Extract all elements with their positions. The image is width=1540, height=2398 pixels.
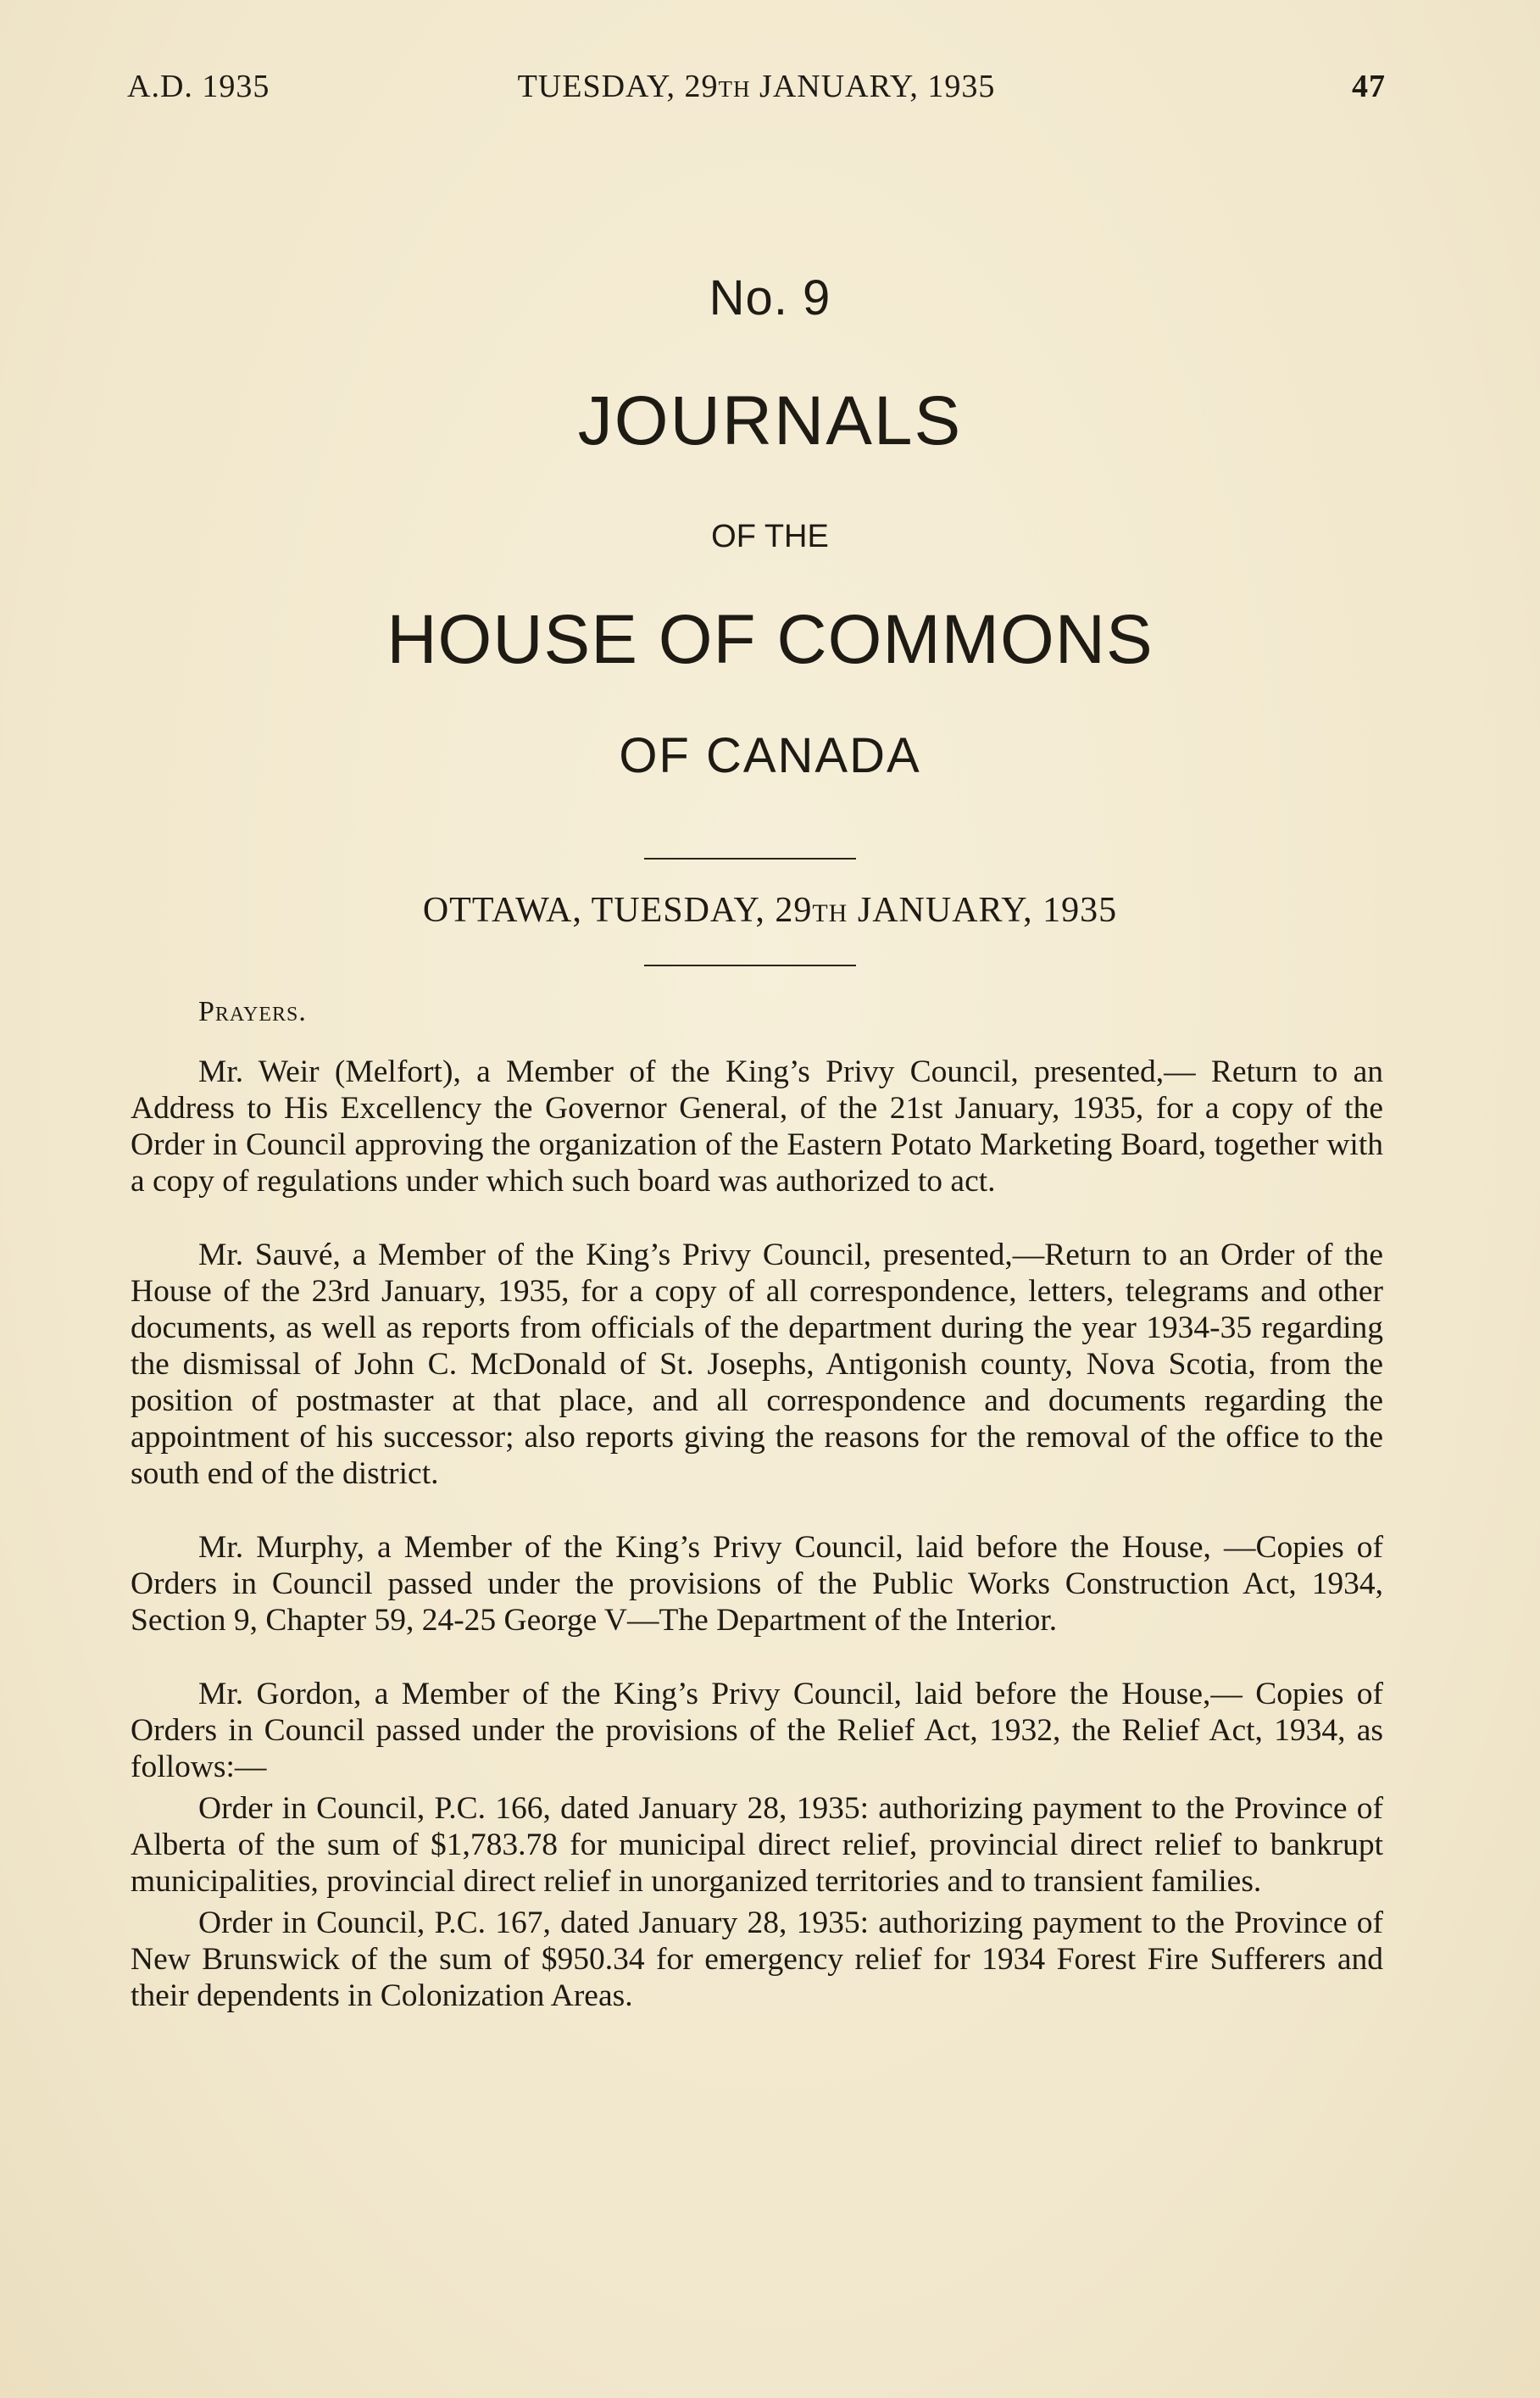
divider-rule-top bbox=[644, 858, 856, 860]
of-canada-line: OF CANADA bbox=[619, 728, 921, 783]
issue-number: No. 9 bbox=[709, 270, 831, 325]
running-head-date-rest: JANUARY, 1935 bbox=[750, 69, 996, 104]
house-of-commons-title: HOUSE OF COMMONS bbox=[386, 601, 1154, 678]
session-date-line bbox=[0, 890, 1540, 931]
paragraph-murphy: Mr. Murphy, a Member of the King’s Privy Council, laid before the House, —Copies of Orders in Council passed under the provisions of the Public Works Construction Act, 1934, Section 9, Chapter 59, 24-25 George V—The Department of the Interior. bbox=[131, 1530, 1383, 1638]
of-the-line: OF THE bbox=[711, 519, 829, 554]
journal-body bbox=[131, 993, 1383, 2019]
running-head bbox=[127, 68, 1386, 115]
journals-title: JOURNALS bbox=[577, 382, 963, 459]
paragraph-gordon: Mr. Gordon, a Member of the King’s Privy Council, laid before the House,— Copies of Orders in Council passed under the provisions of the Relief Act, 1932, the Relief Act, 1934, as follows:— bbox=[131, 1677, 1383, 1784]
running-head-date bbox=[127, 68, 1386, 105]
date-line-part: OTTAWA, TUESDAY, 29 bbox=[422, 891, 813, 930]
date-line-rest: JANUARY, 1935 bbox=[848, 891, 1118, 930]
running-head-date-part: TUESDAY, 29 bbox=[517, 69, 719, 104]
paragraph-order-167: Order in Council, P.C. 167, dated January 28, 1935: authorizing payment to the Province of New Brunswick of the sum of $950.34 for emergency relief for 1934 Forest Fire Sufferers and their dependents in Colonization Areas. bbox=[131, 1906, 1383, 2013]
running-head-date-suffix: th bbox=[718, 69, 751, 104]
paragraph-sauve: Mr. Sauvé, a Member of the King’s Privy Council, presented,—Return to an Order of the House of the 23rd January, 1935, for a copy of all correspondence, letters, telegrams and other documents, as well as reports from officials of the department during the year 1934-35 regarding the dismissal of John C. McDonald of St. Josephs, Antigonish county, Nova Scotia, from the position of postmaster at that place, and all correspondence and documents regarding the appointment of his successor; also reports giving the reasons for the removal of the office to the south end of the district. bbox=[131, 1238, 1383, 1491]
date-line-suffix: TH bbox=[812, 899, 848, 927]
paragraph-order-166: Order in Council, P.C. 166, dated January 28, 1935: authorizing payment to the Province of Alberta of the sum of $1,783.78 for municipal direct relief, provincial direct relief to bankrupt municipalities, provincial direct relief in unorganized territories and to transient families. bbox=[131, 1791, 1383, 1899]
prayers-heading: Prayers. bbox=[198, 996, 307, 1027]
paragraph-weir: Mr. Weir (Melfort), a Member of the King’s Privy Council, presented,— Return to an Address to His Excellency the Governor General, of the 21st January, 1935, for a copy of the Order in Council approving the organization of the Eastern Potato Marketing Board, together with a copy of regulations under which such board was authorized to act. bbox=[131, 1054, 1383, 1199]
divider-rule-bottom bbox=[644, 965, 856, 966]
page-number: 47 bbox=[1352, 69, 1386, 104]
running-head-year: A.D. 1935 bbox=[127, 69, 270, 104]
